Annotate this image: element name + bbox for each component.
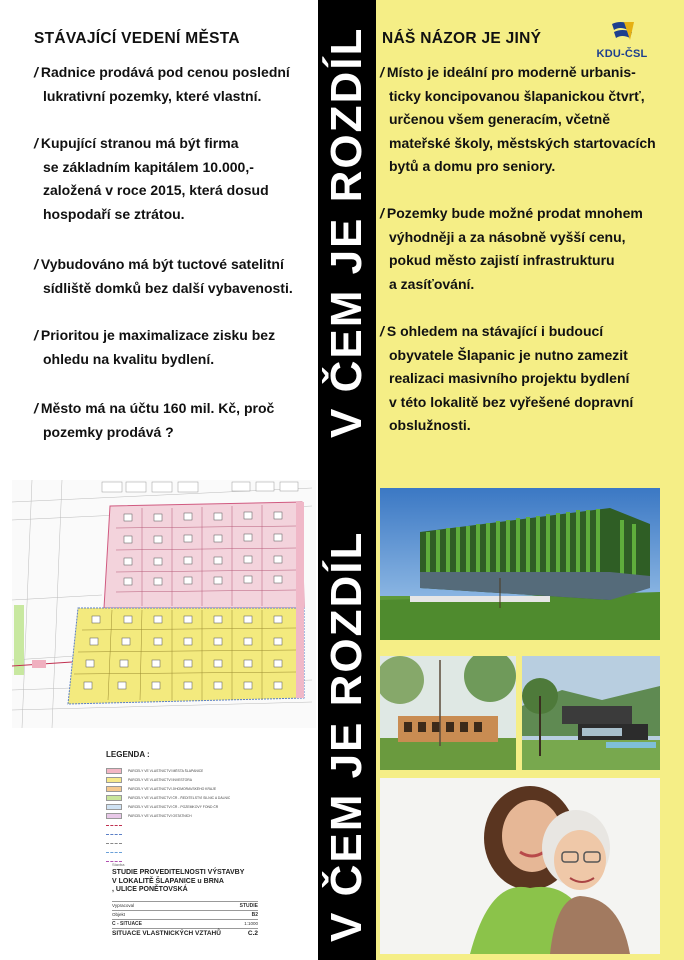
titleblock-row: Vypracoval STUDIE [112, 902, 258, 909]
plan-legend [106, 750, 266, 866]
legend-line [106, 834, 122, 835]
left-point-2: / Kupující stranou má být firma se základním kapitálem 10.000,- založená v roce 2015, která dosud hospodaří se ztrátou. [34, 135, 269, 222]
bullet-slash: / [380, 323, 384, 339]
photo-terraced-houses [380, 656, 516, 770]
bullet-slash: / [34, 135, 38, 151]
bullet-slash: / [34, 64, 38, 80]
legend-title: LEGENDA : [106, 750, 150, 759]
legend-row: PARCELY VE VLASTNICTVÍ ČR - ŘEDITELSTVÍ SILNIC A DÁLNIC [106, 794, 266, 802]
titleblock-row: SITUACE VLASTNICKÝCH VZTAHŮ C.2 [112, 929, 258, 937]
photo-green-building [380, 488, 660, 640]
legend-line [106, 843, 122, 844]
photo-modern-villa [522, 656, 660, 770]
plan-title-block: Stavba STUDIE PROVEDITELNOSTI VÝSTAVBY V LOKALITĚ ŠLAPANICE u BRNA , ULICE PONĚTOVSKÁ Vypracoval STUDIE Objekt B2 C - SITUACE 1:1000 SITUACE VLASTNICKÝCH VZTAHŮ C.2 [112, 862, 258, 937]
legend-line [106, 852, 122, 853]
legend-row: PARCELY VE VLASTNICTVÍ INVESTORA [106, 776, 266, 784]
legend-swatch [106, 804, 122, 810]
bullet-slash: / [34, 327, 38, 343]
legend-row [106, 830, 266, 838]
slogan-lower: V ČEM JE ROZDÍL [322, 530, 371, 942]
left-point-4: / Prioritou je maximalizace zisku bez ohledu na kvalitu bydlení. [34, 327, 276, 367]
bullet-slash: / [380, 64, 384, 80]
plan-title: STUDIE PROVEDITELNOSTI VÝSTAVBY V LOKALITĚ ŠLAPANICE u BRNA , ULICE PONĚTOVSKÁ [112, 869, 245, 893]
legend-row [106, 848, 266, 856]
slogan-upper: V ČEM JE ROZDÍL [322, 26, 371, 438]
slogan-vertical-text [324, 0, 370, 960]
legend-swatch [106, 795, 122, 801]
bullet-slash: / [380, 205, 384, 221]
legend-swatch [106, 777, 122, 783]
right-point-1: / Místo je ideální pro moderně urbanis- ticky koncipovanou šlapanickou čtvrť, určenou všem generacím, včetně mateřské školy, městských startovacích bytů a domu pro seniory. [380, 64, 656, 174]
legend-row [106, 821, 266, 829]
slogan-bar [318, 0, 376, 960]
legend-swatch [106, 786, 122, 792]
kdu-csl-logo: KDU-ČSL [590, 20, 654, 60]
right-heading: NÁŠ NÁZOR JE JINÝ [382, 30, 542, 47]
legend-row: PARCELY VE VLASTNICTVÍ OSTATNÍCH [106, 812, 266, 820]
right-column [376, 0, 684, 960]
left-column [0, 0, 318, 960]
right-point-3: / S ohledem na stávající i budoucí obyvatele Šlapanic je nutno zamezit realizaci masivního projektu bydlení v této lokalitě bez vyřešené dopravní obslužnosti. [380, 323, 634, 433]
legend-row: PARCELY VE VLASTNICTVÍ JIHOMORAVSKÉHO KRAJE [106, 785, 266, 793]
legend-swatch [106, 813, 122, 819]
legend-line [106, 825, 122, 826]
left-point-5: / Město má na účtu 160 mil. Kč, proč pozemky prodává ? [34, 400, 275, 440]
site-plan-drawing [12, 480, 316, 728]
legend-row: PARCELY VE VLASTNICTVÍ ČR - POZEMKOVÝ FOND ČR [106, 803, 266, 811]
left-point-1: / Radnice prodává pod cenou poslední lukrativní pozemky, které vlastní. [34, 64, 290, 104]
legend-swatch [106, 768, 122, 774]
bullet-slash: / [34, 400, 38, 416]
bullet-slash: / [34, 256, 38, 272]
left-point-3: / Vybudováno má být tuctové satelitní sídliště domků bez další vybavenosti. [34, 256, 293, 296]
left-heading: STÁVAJÍCÍ VEDENÍ MĚSTA [34, 30, 240, 47]
titleblock-row: C - SITUACE 1:1000 [112, 920, 258, 927]
right-point-2: / Pozemky bude možné prodat mnohem výhodněji a za násobně vyšší cenu, pokud město zajistí infrastrukturu a zasíťování. [380, 205, 643, 292]
photo-women-generations [380, 778, 660, 954]
legend-row: PARCELY VE VLASTNICTVÍ MĚSTA ŠLAPANICE [106, 767, 266, 775]
titleblock-row: Objekt B2 [112, 911, 258, 918]
kdu-logo-mark-icon [590, 20, 654, 46]
legend-row [106, 839, 266, 847]
